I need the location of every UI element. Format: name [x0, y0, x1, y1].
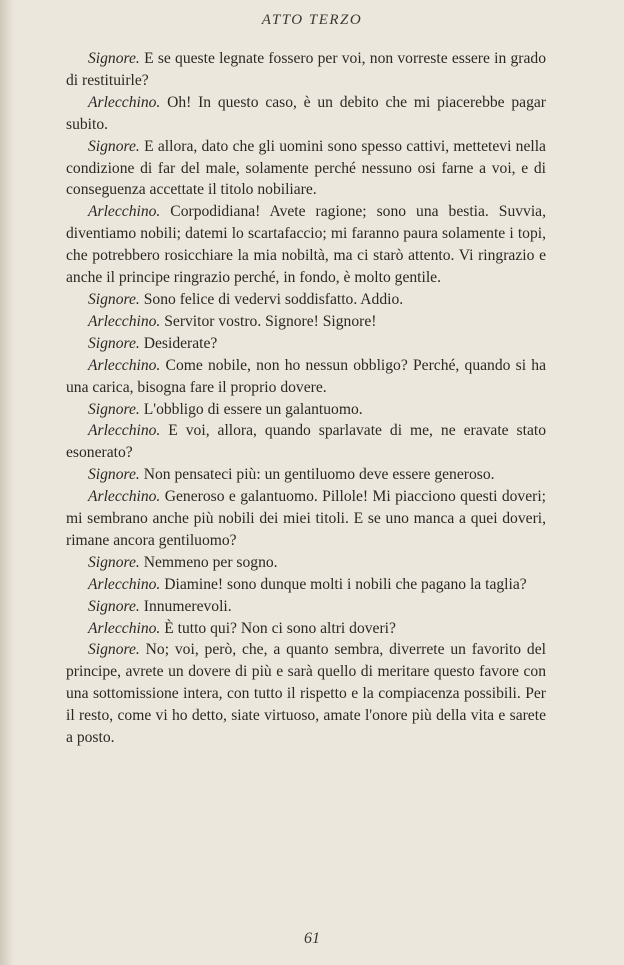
dialogue-text: [66, 48, 546, 749]
dialogue-paragraph: [66, 464, 546, 486]
speaker-name: Arlecchino.: [88, 422, 161, 440]
speech-text: Oh! In questo caso, è un debito che mi piacerebbe pagar subito.: [66, 93, 546, 133]
running-title: ATTO TERZO: [261, 12, 363, 28]
speaker-name: Signore.: [88, 50, 140, 67]
dialogue-paragraph: [66, 618, 546, 640]
speaker-name: Arlecchino.: [88, 488, 161, 506]
speaker-name: Signore.: [88, 597, 140, 615]
dialogue-paragraph: [66, 355, 546, 399]
speech-text: Diamine! sono dunque molti i nobili che pagano la taglia?: [164, 575, 527, 593]
dialogue-paragraph: [66, 201, 546, 289]
speech-text: Sono felice di vedervi soddisfatto. Addio.: [143, 290, 404, 308]
speaker-name: Arlecchino.: [88, 312, 161, 330]
speaker-name: Arlecchino.: [88, 356, 161, 374]
speaker-name: Signore.: [88, 466, 140, 484]
speech-text: E voi, allora, quando sparlavate di me, ne eravate stato esonerato?: [66, 422, 546, 462]
speaker-name: Arlecchino.: [88, 203, 161, 221]
speech-text: Generoso e galantuomo. Pillole! Mi piacciono questi doveri; mi sembrano anche più nobili dei miei titoli. E se uno manca a quei doveri, rimane ancora gentiluomo?: [66, 488, 546, 549]
speech-text: Come nobile, non ho nessun obbligo? Perché, quando si ha una carica, bisogna fare il proprio dovere.: [66, 356, 547, 396]
dialogue-paragraph: [66, 333, 546, 355]
dialogue-paragraph: [66, 311, 546, 333]
dialogue-paragraph: [66, 136, 546, 202]
speech-text: Servitor vostro. Signore! Signore!: [164, 312, 377, 330]
speech-text: No; voi, però, che, a quanto sembra, diverrete un favorito del principe, avrete un dovere di più e sarà quello di meritare questo favore con una sottomissione intera, con tutto il rispetto e la compiacenza possibili. Per il resto, come vi ho detto, siate virtuoso, amate l'onore più della vita e sarete a posto.: [66, 641, 546, 747]
dialogue-paragraph: [66, 420, 546, 464]
speech-text: L'obbligo di essere un galantuomo.: [143, 400, 363, 418]
speaker-name: Arlecchino.: [88, 619, 161, 637]
dialogue-paragraph: [66, 48, 546, 92]
dialogue-paragraph: [66, 596, 546, 618]
speaker-name: Signore.: [88, 290, 140, 308]
speaker-name: Signore.: [88, 641, 140, 659]
speech-text: Desiderate?: [143, 334, 218, 352]
speech-text: È tutto qui? Non ci sono altri doveri?: [164, 619, 396, 637]
dialogue-paragraph: [66, 574, 546, 596]
dialogue-paragraph: [66, 92, 546, 136]
speaker-name: Signore.: [88, 553, 140, 571]
dialogue-paragraph: [66, 639, 546, 749]
page-number: 61: [304, 930, 320, 947]
speaker-name: Signore.: [88, 137, 140, 155]
dialogue-paragraph: [66, 399, 546, 421]
speaker-name: Arlecchino.: [88, 575, 161, 593]
dialogue-paragraph: [66, 289, 546, 311]
speech-text: Nemmeno per sogno.: [143, 553, 278, 571]
speech-text: Corpodidiana! Avete ragione; sono una bestia. Suvvia, diventiamo nobili; datemi lo scartafaccio; mi faranno paura solamente i topi, che potrebbero rosicchiare la mia nobiltà, ma ci starò attento. Vi ringrazio e anche il principe ringrazio perché, in fondo, è molto gentile.: [66, 203, 546, 287]
speech-text: Innumerevoli.: [143, 597, 232, 615]
speech-text: E allora, dato che gli uomini sono spesso cattivi, mettetevi nella condizione di far del male, solamente perché nessuno osi farne a voi, e di conseguenza accettate il titolo nobiliare.: [66, 137, 546, 199]
speaker-name: Signore.: [88, 400, 140, 418]
dialogue-paragraph: [66, 486, 546, 552]
speech-text: E se queste legnate fossero per voi, non vorreste essere in grado di restituirle?: [66, 50, 547, 89]
speaker-name: Signore.: [88, 334, 140, 352]
dialogue-paragraph: [66, 552, 546, 574]
speech-text: Non pensateci più: un gentiluomo deve essere generoso.: [143, 466, 495, 484]
speaker-name: Arlecchino.: [88, 93, 161, 111]
